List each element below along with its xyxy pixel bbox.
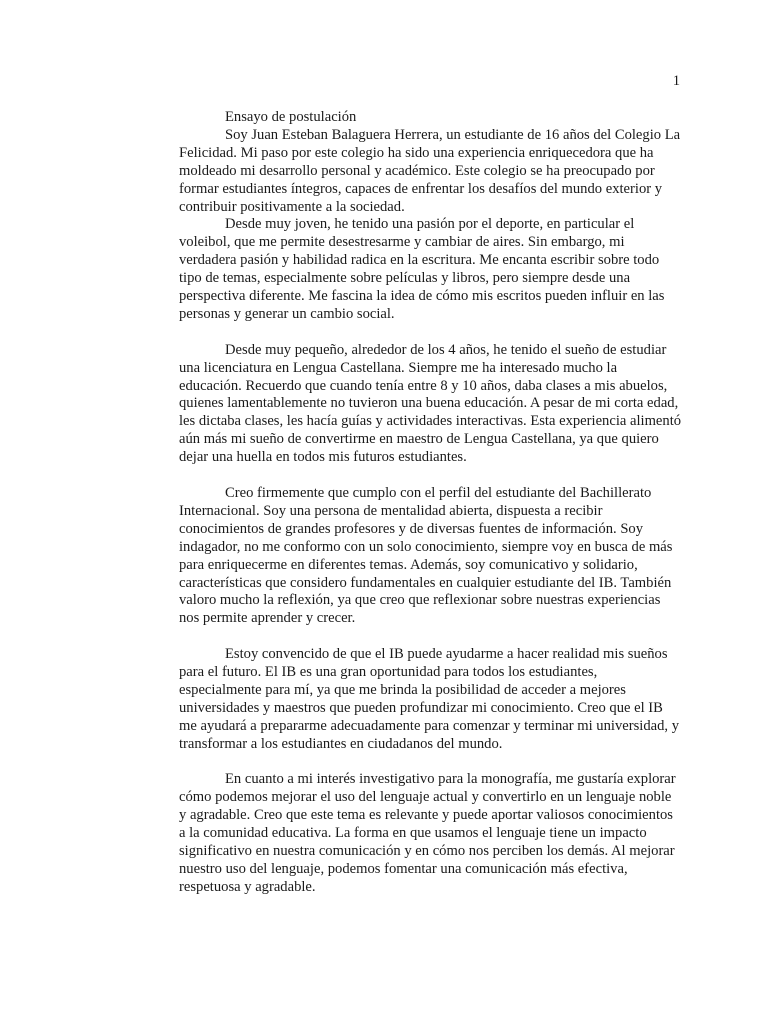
paragraph-ib-future: Estoy convencido de que el IB puede ayudarme a hacer realidad mis sueños para el futuro. El IB es una gran oportunidad para todos los estudiantes, especialmente para mí, ya que me brinda la posibilidad de acceder a mejores universidades y maestros que pueden profundizar mi conocimiento. Creo que el IB me ayudará a prepararme adecuadamente para comenzar y terminar mi universidad, y transformar a los estudiantes en ciudadanos del mundo. xyxy=(179,646,679,752)
paragraph-monograph: En cuanto a mi interés investigativo para la monografía, me gustaría explorar cómo podemos mejorar el uso del lenguaje actual y convertirlo en un lenguaje noble y agradable. Creo que este tema es relevante y puede aportar valiosos conocimientos a la comunidad educativa. La forma en que usamos el lenguaje tiene un impacto significativo en nuestra comunicación y en cómo nos perciben los demás. Al mejorar nuestro uso del lenguaje, podemos fomentar una comunicación más efectiva, respetuosa y agradable. xyxy=(179,771,676,895)
paragraph-gap xyxy=(179,628,682,646)
paragraph-gap xyxy=(179,467,682,485)
essay-title: Ensayo de postulación xyxy=(225,109,357,125)
paragraph-passions: Desde muy joven, he tenido una pasión por el deporte, en particular el voleibol, que me permite desestresarme y cambiar de aires. Sin embargo, mi verdadera pasión y habilidad radica en la escritura. Me encanta escribir sobre todo tipo de temas, especialmente sobre películas y libros, pero siempre desde una perspectiva diferente. Me fascina la idea de cómo mis escritos pueden influir en las personas y generar un cambio social. xyxy=(179,216,665,322)
page-number: 1 xyxy=(672,73,680,89)
paragraph-gap xyxy=(179,754,682,772)
paragraph-dream: Desde muy pequeño, alrededor de los 4 años, he tenido el sueño de estudiar una licenciatura en Lengua Castellana. Siempre me ha interesado mucho la educación. Recuerdo que cuando tenía entre 8 y 10 años, daba clases a mis abuelos, quienes lamentablemente no tuvieron una buena educación. A pesar de mi corta edad, les dictaba clases, les hacía guías y actividades interactivas. Esta experiencia alimentó aún más mi sueño de convertirme en maestro de Lengua Castellana, ya que quiero dejar una huella en todos mis futuros estudiantes. xyxy=(179,341,682,466)
essay-body xyxy=(179,109,682,897)
paragraph-ib-profile: Creo firmemente que cumplo con el perfil del estudiante del Bachillerato Internacional. Soy una persona de mentalidad abierta, dispuesta a recibir conocimientos de grandes profesores y de diversas fuentes de información. Soy indagador, no me conformo con un solo conocimiento, siempre voy en busca de más para enriquecerme en diferentes temas. Además, soy comunicativo y solidario, características que considero fundamentales en cualquier estudiante del IB. También valoro mucho la reflexión, ya que creo que reflexionar sobre nuestras experiencias nos permite aprender y crecer. xyxy=(179,485,673,627)
paragraph-gap xyxy=(179,324,682,342)
paragraph-intro: Soy Juan Esteban Balaguera Herrera, un estudiante de 16 años del Colegio La Felicidad. Mi paso por este colegio ha sido una experiencia enriquecedora que ha moldeado mi desarrollo personal y académico. Este colegio se ha preocupado por formar estudiantes íntegros, capaces de enfrentar los desafíos del mundo exterior y contribuir positivamente a la sociedad. xyxy=(179,126,681,215)
